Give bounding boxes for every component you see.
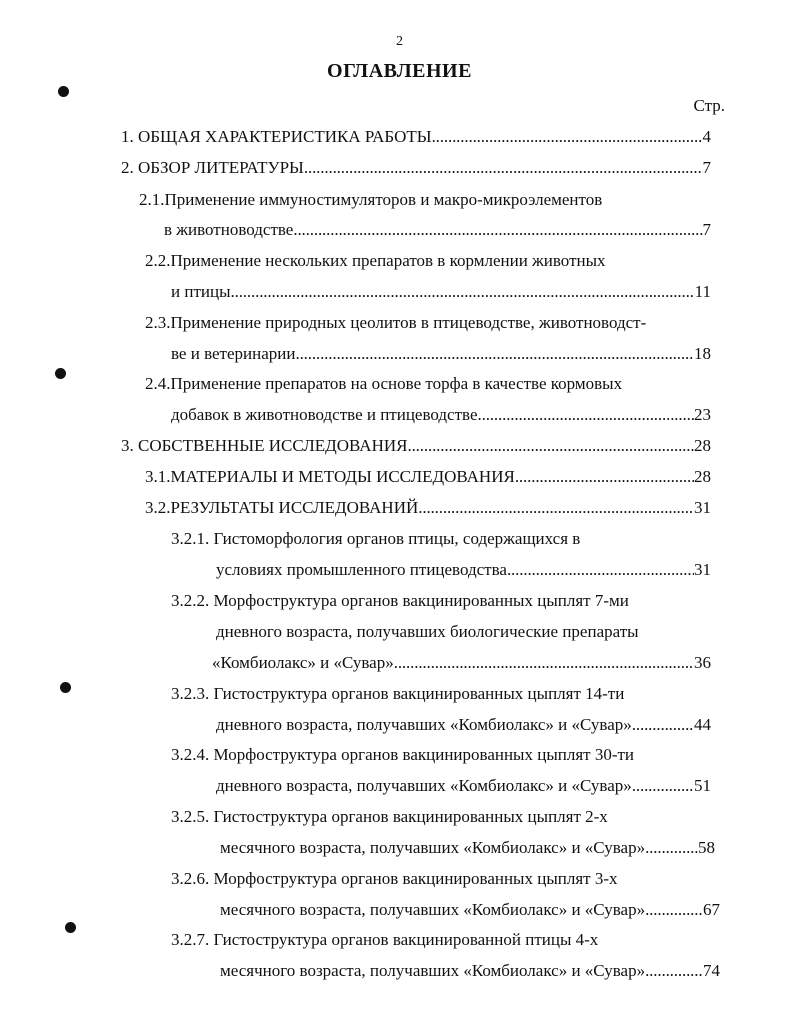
toc-entry-3-2-4[interactable] <box>216 776 711 800</box>
leader-dots <box>394 653 694 673</box>
toc-entry-2-4-line1: 2.4.Применение препаратов на основе торфа в качестве кормовых <box>145 374 623 393</box>
toc-entry-text: 1. ОБЩАЯ ХАРАКТЕРИСТИКА РАБОТЫ <box>121 127 432 146</box>
toc-entry-text: дневного возраста, получавших «Комбиолакс» и «Сувар» <box>216 715 632 734</box>
toc-entry-3-2-1-line1: 3.2.1. Гистоморфология органов птицы, содержащихся в <box>171 529 581 548</box>
toc-entry-2-2[interactable] <box>171 282 711 306</box>
toc-entry-2-3-line1: 2.3.Применение природных цеолитов в птицеводстве, животноводст- <box>145 313 647 332</box>
toc-entry-page: 31 <box>694 560 711 579</box>
toc-entry-page: 4 <box>702 127 711 146</box>
toc-entry-page: 7 <box>702 220 711 239</box>
toc-entry-2-3[interactable] <box>171 344 711 368</box>
toc-entry-page: 28 <box>694 467 711 486</box>
binder-hole-mark <box>60 682 71 693</box>
toc-entry-text: и птицы <box>171 282 231 301</box>
toc-entry-page: 58 <box>698 838 715 857</box>
toc-entry-3-2-4-line1: 3.2.4. Морфоструктура органов вакцинированных цыплят 30-ти <box>171 745 635 764</box>
leader-dots <box>645 838 698 858</box>
leader-dots <box>293 220 702 240</box>
page-number: 2 <box>396 34 403 49</box>
toc-entry-3-2-3-line1: 3.2.3. Гистоструктура органов вакцинированных цыплят 14-ти <box>171 684 625 703</box>
toc-entry-3-1[interactable] <box>145 467 711 491</box>
leader-dots <box>231 282 695 302</box>
toc-entry-text: месячного возраста, получавших «Комбиолакс» и «Сувар» <box>220 838 646 857</box>
toc-entry-text: 3.2.РЕЗУЛЬТАТЫ ИССЛЕДОВАНИЙ <box>145 498 419 517</box>
toc-entry-3-2-2[interactable] <box>212 653 711 677</box>
page-title: ОГЛАВЛЕНИЕ <box>327 60 472 82</box>
toc-entry-1[interactable] <box>121 127 711 151</box>
toc-entry-3-2-2-line1: 3.2.2. Морфоструктура органов вакцинированных цыплят 7-ми <box>171 591 629 610</box>
toc-entry-2-2-line1: 2.2.Применение нескольких препаратов в кормлении животных <box>145 251 606 270</box>
toc-entry-text: 3.1.МАТЕРИАЛЫ И МЕТОДЫ ИССЛЕДОВАНИЯ <box>145 467 515 486</box>
toc-entry-3-2-2-line2: дневного возраста, получавших биологические препараты <box>216 622 639 641</box>
toc-entry-text: 2. ОБЗОР ЛИТЕРАТУРЫ <box>121 158 304 177</box>
toc-entry-3-2-6-line1: 3.2.6. Морфоструктура органов вакцинированных цыплят 3-х <box>171 869 618 888</box>
toc-entry-page: 74 <box>703 961 720 980</box>
toc-entry-page: 7 <box>702 158 711 177</box>
toc-entry-text: в животноводстве <box>164 220 294 239</box>
leader-dots <box>507 560 694 580</box>
toc-entry-page: 51 <box>694 776 711 795</box>
toc-entry-3-2-1[interactable] <box>216 560 711 584</box>
leader-dots <box>304 158 703 178</box>
toc-entry-text: дневного возраста, получавших «Комбиолакс» и «Сувар» <box>216 776 632 795</box>
toc-entry-text: условиях промышленного птицеводства <box>216 560 507 579</box>
leader-dots <box>478 405 695 425</box>
toc-entry-text: месячного возраста, получавших «Комбиолакс» и «Сувар» <box>220 961 646 980</box>
toc-entry-3-2-5[interactable] <box>220 838 715 862</box>
leader-dots <box>295 344 694 364</box>
page-column-label: Стр. <box>693 96 725 115</box>
toc-entry-3-2-6[interactable] <box>220 900 720 924</box>
leader-dots <box>407 436 694 456</box>
binder-hole-mark <box>58 86 69 97</box>
toc-entry-page: 44 <box>694 715 711 734</box>
toc-entry-text: месячного возраста, получавших «Комбиолакс» и «Сувар» <box>220 900 646 919</box>
toc-entry-page: 11 <box>694 282 711 301</box>
leader-dots <box>632 776 694 796</box>
toc-entry-page: 23 <box>694 405 711 424</box>
toc-entry-page: 18 <box>694 344 711 363</box>
toc-entry-3-2-7[interactable] <box>220 961 720 985</box>
toc-entry-2-4[interactable] <box>171 405 711 429</box>
toc-entry-page: 36 <box>694 653 711 672</box>
leader-dots <box>632 715 694 735</box>
toc-entry-text: 3. СОБСТВЕННЫЕ ИССЛЕДОВАНИЯ <box>121 436 408 455</box>
toc-entry-text: «Комбиолакс» и «Сувар» <box>212 653 394 672</box>
toc-entry-page: 67 <box>703 900 720 919</box>
binder-hole-mark <box>55 368 66 379</box>
toc-entry-text: ве и ветеринарии <box>171 344 296 363</box>
binder-hole-mark <box>65 922 76 933</box>
leader-dots <box>515 467 694 487</box>
toc-entry-2-1[interactable] <box>164 220 711 244</box>
toc-entry-3-2-3[interactable] <box>216 715 711 739</box>
toc-entry-2-1-line1: 2.1.Применение иммуностимуляторов и макро-микроэлементов <box>139 190 603 209</box>
leader-dots <box>418 498 694 518</box>
toc-entry-page: 31 <box>694 498 711 517</box>
leader-dots <box>645 900 703 920</box>
toc-entry-page: 28 <box>694 436 711 455</box>
toc-entry-3[interactable] <box>121 436 711 460</box>
toc-entry-3-2[interactable] <box>145 498 711 522</box>
leader-dots <box>432 127 703 147</box>
toc-entry-2[interactable] <box>121 158 711 182</box>
toc-entry-text: добавок в животноводстве и птицеводстве <box>171 405 478 424</box>
leader-dots <box>645 961 703 981</box>
toc-entry-3-2-5-line1: 3.2.5. Гистоструктура органов вакцинированных цыплят 2-х <box>171 807 608 826</box>
toc-entry-3-2-7-line1: 3.2.7. Гистоструктура органов вакцинированной птицы 4-х <box>171 930 599 949</box>
